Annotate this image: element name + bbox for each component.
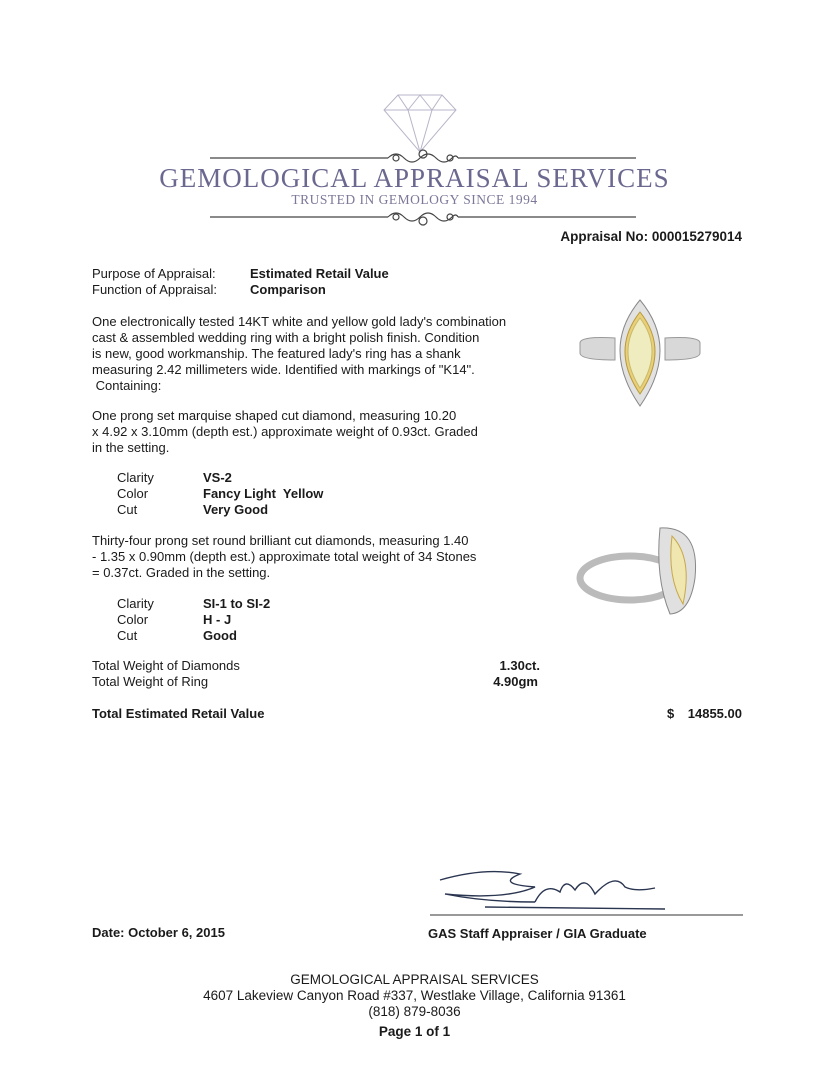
appraiser-title: GAS Staff Appraiser / GIA Graduate [428, 926, 647, 941]
grade-value: Very Good [203, 502, 269, 517]
diamond-logo-icon [380, 92, 460, 154]
appraisal-date: Date: October 6, 2015 [92, 925, 225, 940]
grade-row-clarity [117, 596, 270, 612]
function-row [92, 282, 389, 298]
grade-value: Good [203, 628, 237, 643]
grade-label: Cut [117, 502, 138, 517]
description-line: Containing: [92, 378, 162, 393]
grade-label: Clarity [117, 470, 154, 485]
ornament-divider-bottom [210, 207, 636, 227]
company-tagline: TRUSTED IN GEMOLOGY SINCE 1994 [291, 192, 538, 207]
company-logo-title: GEMOLOGICAL APPRAISAL SERVICES [159, 163, 670, 193]
center-stone-description [92, 408, 478, 456]
footer-phone: (818) 879-8036 [368, 1004, 461, 1019]
center-stone-line: in the setting. [92, 440, 170, 455]
grade-row-cut [117, 502, 323, 518]
function-label: Function of Appraisal: [92, 282, 218, 297]
center-stone-line: One prong set marquise shaped cut diamond, measuring 10.20 [92, 408, 457, 423]
center-stone-line: x 4.92 x 3.10mm (depth est.) approximate weight of 0.93ct. Graded [92, 424, 478, 439]
grade-row-clarity [117, 470, 323, 486]
function-value: Comparison [250, 282, 326, 297]
total-diamond-weight-value: 1.30ct. [499, 658, 540, 673]
grade-label: Cut [117, 628, 138, 643]
description-line: is new, good workmanship. The featured lady's ring has a shank [92, 346, 461, 361]
footer-company: GEMOLOGICAL APPRAISAL SERVICES [290, 972, 539, 987]
appraiser-signature [425, 862, 745, 920]
grade-label: Clarity [117, 596, 154, 611]
retail-value: 14855.00 [687, 706, 742, 721]
side-stones-line: Thirty-four prong set round brilliant cut diamonds, measuring 1.40 [92, 533, 469, 548]
purpose-row [92, 266, 389, 282]
appraisal-number: Appraisal No: 000015279014 [560, 229, 742, 244]
retail-value-label: Total Estimated Retail Value [92, 706, 265, 721]
side-stones-description [92, 533, 476, 581]
item-description [92, 314, 506, 394]
grade-value: Fancy Light Yellow [203, 486, 324, 501]
purpose-label: Purpose of Appraisal: [92, 266, 216, 281]
footer-address: 4607 Lakeview Canyon Road #337, Westlake Village, California 91361 [203, 988, 626, 1003]
purpose-value: Estimated Retail Value [250, 266, 389, 281]
side-stones-line: - 1.35 x 0.90mm (depth est.) approximate total weight of 34 Stones [92, 549, 477, 564]
grade-label: Color [117, 612, 149, 627]
total-ring-weight-value: 4.90gm [493, 674, 538, 689]
appraisal-summary [92, 266, 389, 298]
grade-row-color [117, 486, 323, 502]
ring-top-view-image [575, 298, 705, 408]
grade-value: SI-1 to SI-2 [203, 596, 271, 611]
footer [0, 972, 829, 1040]
grade-value: H - J [203, 612, 232, 627]
grade-row-color [117, 612, 270, 628]
center-stone-grades [117, 470, 323, 518]
side-stones-line: = 0.37ct. Graded in the setting. [92, 565, 271, 580]
side-stones-grades [117, 596, 270, 644]
ring-side-view-image [575, 518, 705, 618]
description-line: One electronically tested 14KT white and yellow gold lady's combination [92, 314, 507, 329]
description-line: cast & assembled wedding ring with a bright polish finish. Condition [92, 330, 480, 345]
retail-currency: $ [667, 706, 675, 721]
total-diamond-weight-label: Total Weight of Diamonds [92, 658, 240, 673]
description-line: measuring 2.42 millimeters wide. Identified with markings of "K14". [92, 362, 475, 377]
grade-value: VS-2 [203, 470, 232, 485]
grade-row-cut [117, 628, 270, 644]
total-ring-weight-label: Total Weight of Ring [92, 674, 209, 689]
page-number: Page 1 of 1 [378, 1024, 451, 1039]
grade-label: Color [117, 486, 149, 501]
